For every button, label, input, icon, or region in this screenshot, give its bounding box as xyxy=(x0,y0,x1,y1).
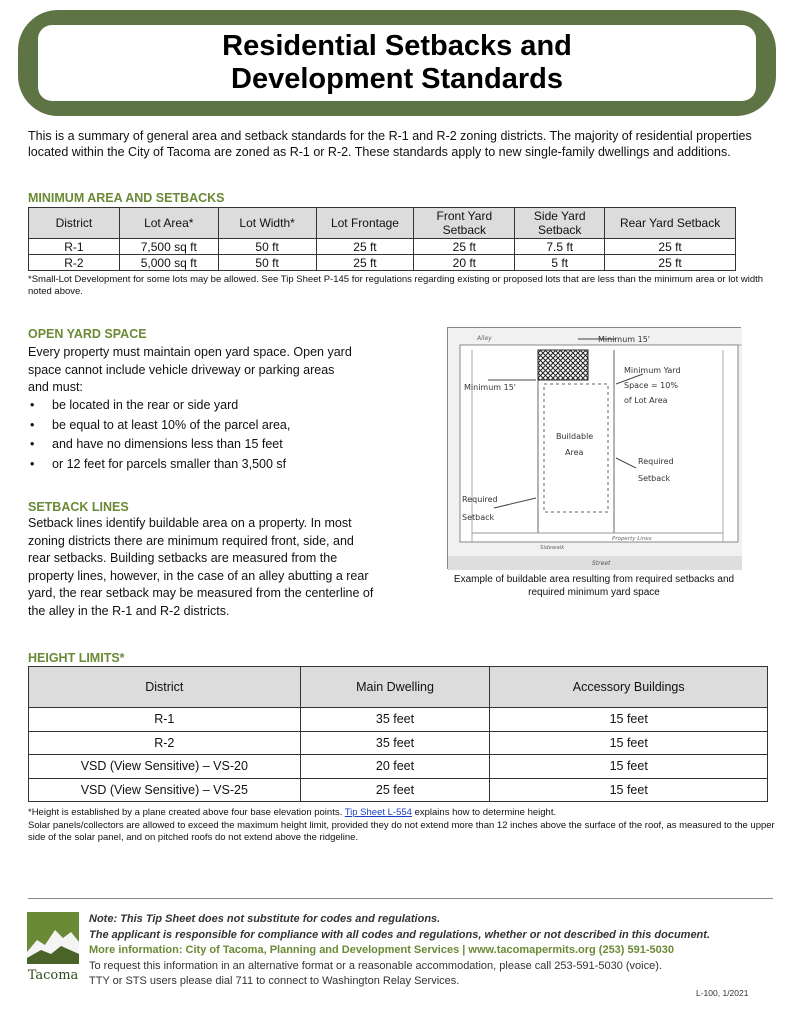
tacoma-logo xyxy=(27,912,79,986)
height-note-text: *Height is established by a plane created above four base elevation points. xyxy=(28,807,343,818)
table-cell: 25 feet xyxy=(300,778,490,802)
footer-note: The applicant is responsible for compliance with all codes and regulations, whether or not described in this document. xyxy=(89,928,710,941)
minimum-top-label: Minimum 15' xyxy=(598,335,650,344)
column-header: Lot Width* xyxy=(218,208,316,239)
title-box xyxy=(38,25,756,101)
table-cell: VSD (View Sensitive) – VS-20 xyxy=(29,755,301,779)
table-cell: R-1 xyxy=(29,239,120,255)
table-cell: 20 feet xyxy=(300,755,490,779)
street-label: Street xyxy=(592,560,611,567)
solar-note: Solar panels/collectors are allowed to exceed the maximum height limit, provided they do not extend more than 12 inches above the surface of the roof, as measured to the upper side of the solar panel, and on pitched roofs do not extend above the ridgeline. xyxy=(28,820,775,843)
table-cell: 25 ft xyxy=(316,239,414,255)
yard-space-label: of Lot Area xyxy=(624,396,668,405)
tip-sheet-link[interactable]: Tip Sheet L-554 xyxy=(344,807,412,818)
list-item: • be equal to at least 10% of the parcel area, xyxy=(28,416,358,436)
min-area-table xyxy=(28,207,736,271)
sidewalk-label: Sidewalk xyxy=(540,545,565,551)
table-cell: R-2 xyxy=(29,255,120,271)
yard-space-label: Minimum Yard xyxy=(624,366,681,375)
footer-divider xyxy=(28,898,773,899)
logo-text: Tacoma xyxy=(27,968,79,983)
figure-caption: Example of buildable area resulting from required setbacks and required minimum yard space xyxy=(453,574,735,598)
height-limits-table xyxy=(28,666,768,802)
table-cell: 50 ft xyxy=(218,255,316,271)
request-info: To request this information in an alternative format or a reasonable accommodation, please call 253-591-5030 (voice). xyxy=(89,959,662,972)
table-row xyxy=(29,708,768,732)
yard-space-label: Space = 10% xyxy=(624,381,678,390)
list-item: • be located in the rear or side yard xyxy=(28,396,358,416)
table-cell: 7,500 sq ft xyxy=(119,239,218,255)
page-title-line-2: Development Standards xyxy=(231,63,563,95)
list-item: • or 12 feet for parcels smaller than 3,500 sf xyxy=(28,455,358,475)
column-header: District xyxy=(29,667,301,708)
table-cell: 15 feet xyxy=(490,731,768,755)
table-cell: VSD (View Sensitive) – VS-25 xyxy=(29,778,301,802)
column-header: Lot Area* xyxy=(119,208,218,239)
setback-lines-heading: SETBACK LINES xyxy=(28,500,129,514)
setback-lines-text: Setback lines identify buildable area on a property. In most zoning districts there are minimum required front, side, and rear setbacks. Building setbacks are measured from the property lines, however, in the case of an alley abutting a rear yard, the rear setback may be measured from the centerline of the alley in the R-1 and R-2 districts. xyxy=(28,516,374,618)
open-yard-heading: OPEN YARD SPACE xyxy=(28,327,147,341)
alley-label: Alley xyxy=(477,335,492,342)
min-area-footnote: *Small-Lot Development for some lots may be allowed. See Tip Sheet P-145 for regulations regarding existing or proposed lots that are less than the minimum area or lot width noted above. xyxy=(28,274,764,297)
table-header-row xyxy=(29,208,736,239)
column-header: Side Yard Setback xyxy=(515,208,605,239)
table-row xyxy=(29,778,768,802)
table-cell: 15 feet xyxy=(490,778,768,802)
buildable-area-diagram xyxy=(448,328,742,570)
height-footnote xyxy=(28,807,778,819)
table-cell: 50 ft xyxy=(218,239,316,255)
title-banner xyxy=(18,10,776,116)
column-header: Accessory Buildings xyxy=(490,667,768,708)
table-row xyxy=(29,255,736,271)
table-cell: 35 feet xyxy=(300,731,490,755)
open-yard-text: Every property must maintain open yard space. Open yard space cannot include vehicle driveway or parking areas and must: xyxy=(28,345,352,394)
buildable-label: Buildable xyxy=(556,432,594,441)
table-cell: 15 feet xyxy=(490,755,768,779)
table-header-row xyxy=(29,667,768,708)
footer-note: Note: This Tip Sheet does not substitute for codes and regulations. xyxy=(89,913,441,925)
list-item: • and have no dimensions less than 15 feet xyxy=(28,435,358,455)
table-row xyxy=(29,239,736,255)
table-cell: 35 feet xyxy=(300,708,490,732)
table-cell: 25 ft xyxy=(414,239,515,255)
table-cell: 25 ft xyxy=(605,255,736,271)
required-setback-label: Setback xyxy=(462,513,495,522)
required-setback-label: Required xyxy=(462,495,498,504)
column-header: District xyxy=(29,208,120,239)
table-cell: 25 ft xyxy=(605,239,736,255)
column-header: Rear Yard Setback xyxy=(605,208,736,239)
height-limits-heading: HEIGHT LIMITS* xyxy=(28,651,125,665)
table-cell: 15 feet xyxy=(490,708,768,732)
table-cell: 5,000 sq ft xyxy=(119,255,218,271)
page-title-line-1: Residential Setbacks and xyxy=(222,30,572,62)
minimum-left-label: Minimum 15' xyxy=(464,383,516,392)
required-setback-label: Required xyxy=(638,457,674,466)
height-note-text: explains how to determine height. xyxy=(414,807,557,818)
table-cell: R-2 xyxy=(29,731,301,755)
table-cell: 5 ft xyxy=(515,255,605,271)
intro-paragraph: This is a summary of general area and setback standards for the R-1 and R-2 zoning districts. The majority of residential properties located within the City of Tacoma are zoned as R-1 or R-2. These standards apply to new single-family dwellings and additions. xyxy=(28,129,752,159)
buildable-label: Area xyxy=(565,448,584,457)
yard-space-hatch xyxy=(538,350,588,380)
table-cell: 7.5 ft xyxy=(515,239,605,255)
footer xyxy=(89,912,779,990)
open-yard-list xyxy=(28,396,358,474)
page-title xyxy=(222,30,572,96)
buildable-area-figure xyxy=(447,327,741,569)
property-lines-label: Property Lines xyxy=(612,536,652,542)
required-setback-label: Setback xyxy=(638,474,671,483)
document-number: L-100, 1/2021 xyxy=(696,988,749,998)
tty-info: TTY or STS users please dial 711 to connect to Washington Relay Services. xyxy=(89,975,460,987)
table-cell: 20 ft xyxy=(414,255,515,271)
table-row xyxy=(29,731,768,755)
min-area-heading: MINIMUM AREA AND SETBACKS xyxy=(28,191,225,205)
column-header: Main Dwelling xyxy=(300,667,490,708)
table-cell: R-1 xyxy=(29,708,301,732)
more-info: More information: City of Tacoma, Planning and Development Services | www.tacomapermits.org (253) 591-5030 xyxy=(89,944,675,956)
table-cell: 25 ft xyxy=(316,255,414,271)
table-row xyxy=(29,755,768,779)
column-header: Lot Frontage xyxy=(316,208,414,239)
column-header: Front Yard Setback xyxy=(414,208,515,239)
